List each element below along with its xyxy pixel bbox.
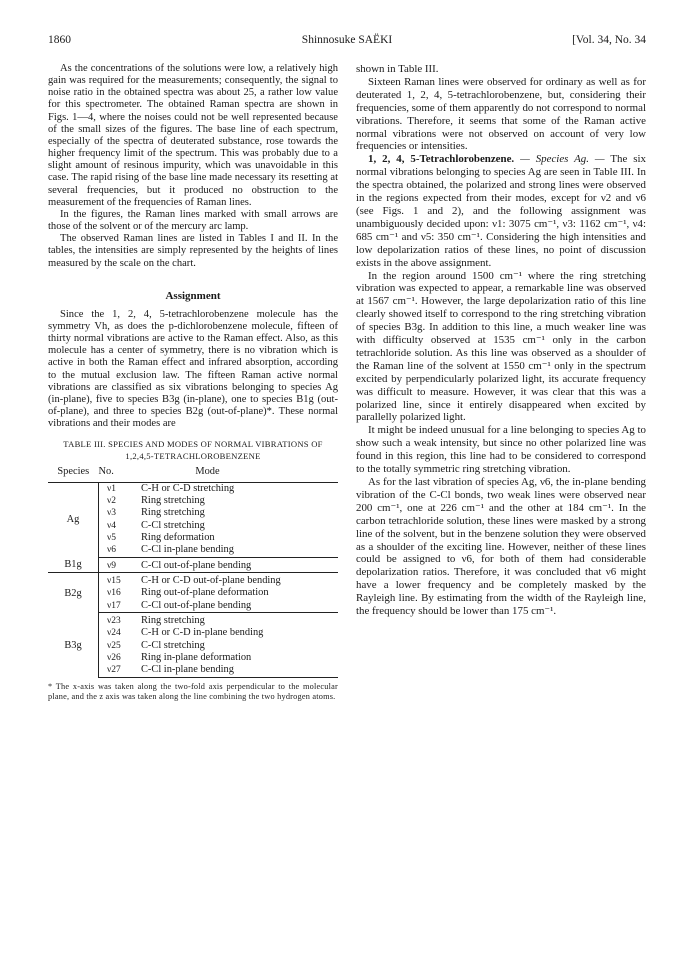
paragraph-species-ag	[356, 153, 646, 269]
table-caption	[48, 438, 338, 462]
vibration-number: ν3	[107, 508, 117, 519]
right-column	[356, 63, 646, 618]
vibration-mode: Ring in-plane deformation	[141, 652, 252, 663]
footnote-axes: * The x-axis was taken along the two-fold axis perpendicular to the molecular plane, and the z axis was taken along the line combining the two hydrogen atoms.	[48, 681, 338, 701]
paragraph-continued: shown in Table III.	[356, 63, 439, 75]
vibration-mode: C-Cl out-of-plane bending	[137, 557, 338, 572]
vibration-mode: Ring deformation	[141, 531, 215, 543]
table-caption-text: TABLE III. SPECIES AND MODES OF NORMAL VIBRATIONS OF 1,2,4,5-TETRACHLOROBENZENE	[63, 439, 323, 462]
vibration-mode: C-Cl stretching	[141, 519, 205, 531]
vibration-number: ν5	[107, 532, 117, 543]
section-heading-assignment: Assignment	[165, 289, 221, 302]
vibration-number: ν9	[99, 557, 138, 572]
vibration-mode: Ring stretching	[141, 494, 205, 506]
page-number: 1860	[48, 34, 71, 46]
col-header-species: Species	[48, 464, 99, 482]
paragraph-arrows: In the figures, the Raman lines marked with small arrows are those of the solvent or of the mercury arc lamp.	[48, 208, 338, 233]
vibration-mode: C-H or C-D out-of-plane bending	[141, 574, 281, 586]
species-cell: B1g	[48, 557, 99, 572]
col-header-mode: Mode	[137, 464, 338, 482]
vibration-mode: C-H or C-D stretching	[141, 482, 235, 494]
vibration-number: ν16	[107, 588, 121, 599]
vibration-mode: C-Cl stretching	[141, 639, 205, 651]
vibration-number: ν4	[107, 520, 117, 531]
vibration-mode: Ring out-of-plane deformation	[141, 587, 269, 599]
table-row	[48, 482, 338, 495]
running-title: Shinnosuke SAËKI	[301, 34, 393, 46]
vibration-number: ν25	[107, 640, 121, 651]
paragraph-symmetry: Since the 1, 2, 4, 5-tetrachlorobenzene molecule has the symmetry Vh, as does the p-dichlorobenzene molecule, fifteen of thirty normal vibrations are active to the Raman effect. Also, as this molecule has a center of symmetry, there is no vibration which is active in both the Raman effect and infrared absorption, according to the mutual exclusion law. The fifteen Raman active normal vibrations are classified as six vibrations belonging to species Ag (in-plane), five to species B3g (in-plane), one to species B1g (out-of-plane), and three to species B2g (out-of-plane)*. These normal vibrations and their modes are	[48, 308, 338, 430]
paragraph-noise: As the concentrations of the solutions were low, a relatively high gain was required for the measurements; consequently, the signal to noise ratio in the obtained spectra was about 25, a rather low value for this spectrometer. The obtained Raman spectra are shown in Figs. 1—4, where the noises could not be well represented because of the small sizes of the figures. The base line of each spectrum, especially of the spectra of deuterated substance, rose towards the higher frequency limit of the spectrum. This was probably due to a slight amount of resinous impurity, which was unavoidable in this case. The rapid rising of the base line made necessary its resetting at several frequencies, but it produced no obstruction to the measurement of the frequencies of Raman lines.	[48, 63, 338, 208]
vibration-mode: C-Cl in-plane bending	[137, 664, 338, 677]
vibration-number: ν17	[99, 600, 138, 613]
vibration-mode: Ring stretching	[141, 614, 205, 626]
table-header-row	[48, 464, 338, 482]
paragraph-in-plane-bending: As for the last vibration of species Ag, ν6, the in-plane bending vibration of the C-Cl bonds, two weak lines were observed near 200 cm⁻¹, one at 226 cm⁻¹ and the other at 184 cm⁻¹. In the carbon tetrachloride solution, these lines were masked by a strong line of the solvent, but in the benzene solution they were observed as a shoulder of the exciting line. However, neither of these lines could be assigned to ν6, for both of them had considerable depolarization ratios. Therefore, it was concluded that ν6 might have a lower frequency and be completely masked by the Rayleigh line. By estimating from the width of the Rayleigh line, the frequency should be lower than 175 cm⁻¹.	[356, 476, 646, 618]
paragraph-sixteen-lines: Sixteen Raman lines were observed for ordinary as well as for deuterated 1, 2, 4, 5-tetrachlorobenzene, but, considering their frequencies, some of them apparently do not correspond to normal vibrations. Therefore, it seems that some of the Raman active normal vibrations were not observed on account of very low frequencies or intensities.	[356, 75, 646, 153]
vibration-mode: C-Cl out-of-plane bending	[137, 600, 338, 613]
table-row	[48, 557, 338, 572]
species-cell: B3g	[48, 612, 99, 677]
species-cell: Ag	[48, 482, 99, 557]
table-species-modes	[48, 464, 338, 677]
paragraph-weak-intensity: It might be indeed unusual for a line belonging to species Ag to show such a weak intensity, but since no other polarized line was found in this region, this line had to be considered to correspond to the totally symmetric ring stretching vibration.	[356, 424, 646, 476]
vibration-mode: C-H or C-D in-plane bending	[141, 627, 264, 639]
volume-issue: [Vol. 34, No. 34	[572, 34, 646, 46]
vibration-number: ν1	[107, 483, 117, 494]
vibration-number: ν15	[107, 575, 121, 586]
vibration-number: ν26	[107, 653, 121, 663]
paragraph-tables: The observed Raman lines are listed in Tables I and II. In the tables, the intensities are simply represented by the heights of lines measured by the scale on the chart.	[48, 233, 338, 269]
species-label: — Species Ag. —	[520, 153, 605, 166]
col-header-no: No.	[99, 464, 138, 482]
vibration-number: ν27	[99, 664, 138, 677]
vibration-mode: Ring stretching	[141, 507, 205, 519]
vibration-mode: C-Cl in-plane bending	[137, 544, 338, 557]
table-row	[48, 572, 338, 587]
paragraph-species-ag-text: The six normal vibrations belonging to species Ag are seen in Table III. In the spectra obtained, the polarized and strong lines were observed in the regions expected from their modes, except for ν2 and ν6 (see Figs. 1 and 2), and the following assignment was unambiguously decided upon: ν1: 3075 cm⁻¹, ν3: 1162 cm⁻¹, ν4: 685 cm⁻¹ and ν5: 350 cm⁻¹. Considering the high intensities and low depolarization ratios of these lines, no point of discussion exists in the above assignment.	[356, 153, 646, 269]
subsection-title: 1, 2, 4, 5-Tetrachlorobenzene.	[368, 153, 515, 166]
table-row	[48, 612, 338, 627]
vibration-number: ν6	[99, 544, 138, 557]
vibration-number: ν23	[107, 615, 121, 626]
vibration-number: ν2	[107, 495, 117, 506]
vibration-number: ν24	[107, 628, 121, 639]
left-column	[48, 63, 338, 702]
running-header	[48, 34, 646, 50]
species-cell: B2g	[48, 572, 99, 612]
paragraph-ring-stretching: In the region around 1500 cm⁻¹ where the ring stretching vibration was expected to appear, a remarkable line was observed at 1567 cm⁻¹. However, the large depolarization ratio of this line clearly showed itself to correspond to the ring stretching vibration of species B3g. In addition to this line, a much weaker line was with difficulty observed at 1535 cm⁻¹ only in the carbon tetrachloride solution. As this line was observed as a shoulder of the Raman line of the solvent at 1550 cm⁻¹ only in the spectrum excited by perpendicularly polarized light, its accurate frequency was difficult to measure. However, it was clear that this was a polarized line, since it entirely disappeared when excited by parallelly polarized light.	[356, 269, 646, 424]
